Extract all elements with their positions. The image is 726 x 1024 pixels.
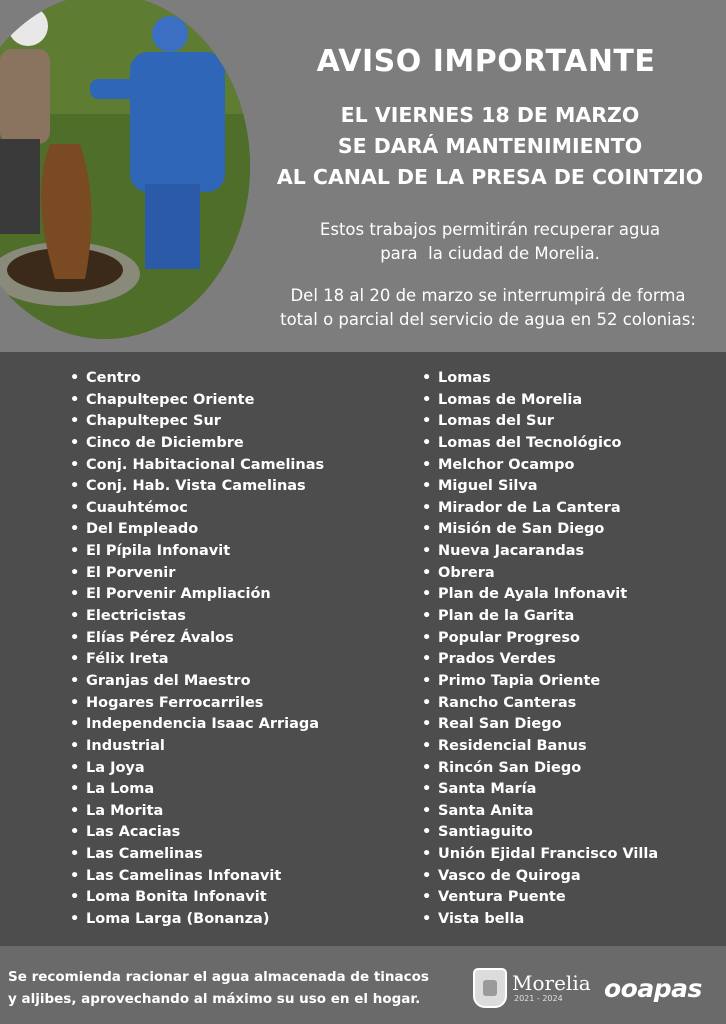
list-item: • Vasco de Quiroga	[422, 866, 658, 888]
list-item: • Las Camelinas Infonavit	[70, 866, 324, 888]
footer-recommendation	[8, 966, 448, 1010]
list-item: • Miguel Silva	[422, 476, 658, 498]
list-item: • Santa Anita	[422, 801, 658, 823]
list-item: • Cinco de Diciembre	[70, 433, 324, 455]
announcement-subtitle	[270, 100, 710, 193]
morelia-logo-name: Morelia	[512, 971, 591, 995]
list-item: • Rincón San Diego	[422, 758, 658, 780]
list-item: • Plan de la Garita	[422, 606, 658, 628]
crest-icon	[473, 968, 507, 1008]
list-item: • El Pípila Infonavit	[70, 541, 324, 563]
list-item: • La Loma	[70, 779, 324, 801]
paragraph-line: para la ciudad de Morelia.	[380, 244, 600, 263]
list-item: • El Porvenir	[70, 563, 324, 585]
list-item: • Independencia Isaac Arriaga	[70, 714, 324, 736]
list-item: • Conj. Habitacional Camelinas	[70, 455, 324, 477]
list-item: • Plan de Ayala Infonavit	[422, 584, 658, 606]
list-item: • Mirador de La Cantera	[422, 498, 658, 520]
list-item: • Santa María	[422, 779, 658, 801]
list-item: • Vista bella	[422, 909, 658, 931]
subtitle-line: EL VIERNES 18 DE MARZO	[340, 103, 640, 127]
list-item: • Del Empleado	[70, 519, 324, 541]
list-item: • Electricistas	[70, 606, 324, 628]
list-item: • Santiaguito	[422, 822, 658, 844]
list-item: • Lomas	[422, 368, 658, 390]
list-item: • Real San Diego	[422, 714, 658, 736]
list-item: • Popular Progreso	[422, 628, 658, 650]
list-item: • Lomas de Morelia	[422, 390, 658, 412]
footer	[0, 946, 726, 1024]
list-item: • Rancho Canteras	[422, 693, 658, 715]
list-item: • Hogares Ferrocarriles	[70, 693, 324, 715]
list-item: • Primo Tapia Oriente	[422, 671, 658, 693]
paragraph-line: Del 18 al 20 de marzo se interrumpirá de forma	[290, 286, 686, 305]
list-item: • Las Camelinas	[70, 844, 324, 866]
subtitle-line: AL CANAL DE LA PRESA DE COINTZIO	[276, 165, 704, 189]
subtitle-line: SE DARÁ MANTENIMIENTO	[337, 134, 643, 158]
list-item: • La Joya	[70, 758, 324, 780]
list-item: • Ventura Puente	[422, 887, 658, 909]
list-item: • Chapultepec Sur	[70, 411, 324, 433]
info-paragraph	[280, 218, 700, 266]
list-item: • Las Acacias	[70, 822, 324, 844]
paragraph-line: Estos trabajos permitirán recuperar agua	[319, 220, 661, 239]
ooapas-logo: ooapas	[604, 974, 702, 1003]
list-item: • La Morita	[70, 801, 324, 823]
morelia-logo	[473, 968, 591, 1008]
list-item: • Cuauhtémoc	[70, 498, 324, 520]
colonias-list-right	[422, 368, 658, 931]
list-item: • Conj. Hab. Vista Camelinas	[70, 476, 324, 498]
list-item: • Loma Larga (Bonanza)	[70, 909, 324, 931]
header-section	[0, 0, 726, 352]
colonias-list-left	[70, 368, 324, 931]
list-item: • Elías Pérez Ávalos	[70, 628, 324, 650]
list-item: • Granjas del Maestro	[70, 671, 324, 693]
morelia-logo-text	[512, 972, 591, 1004]
morelia-logo-years: 2021 - 2024	[514, 994, 563, 1003]
list-item: • Nueva Jacarandas	[422, 541, 658, 563]
list-item: • Industrial	[70, 736, 324, 758]
list-item: • Unión Ejidal Francisco Villa	[422, 844, 658, 866]
workers-photo	[0, 0, 250, 339]
list-item: • Centro	[70, 368, 324, 390]
paragraph-line: total o parcial del servicio de agua en 52 colonias:	[280, 310, 696, 329]
list-item: • Chapultepec Oriente	[70, 390, 324, 412]
footer-line: y aljibes, aprovechando al máximo su uso en el hogar.	[8, 991, 421, 1007]
list-item: • Melchor Ocampo	[422, 455, 658, 477]
footer-line: Se recomienda racionar el agua almacenada de tinacos	[8, 969, 429, 985]
list-item: • El Porvenir Ampliación	[70, 584, 324, 606]
colonias-list-section	[0, 352, 726, 946]
list-item: • Prados Verdes	[422, 649, 658, 671]
list-item: • Loma Bonita Infonavit	[70, 887, 324, 909]
workers-illustration	[0, 0, 250, 339]
list-item: • Félix Ireta	[70, 649, 324, 671]
list-item: • Obrera	[422, 563, 658, 585]
page-title: AVISO IMPORTANTE	[316, 44, 656, 79]
list-item: • Lomas del Tecnológico	[422, 433, 658, 455]
list-item: • Misión de San Diego	[422, 519, 658, 541]
list-item: • Residencial Banus	[422, 736, 658, 758]
interruption-paragraph	[250, 284, 726, 332]
list-item: • Lomas del Sur	[422, 411, 658, 433]
